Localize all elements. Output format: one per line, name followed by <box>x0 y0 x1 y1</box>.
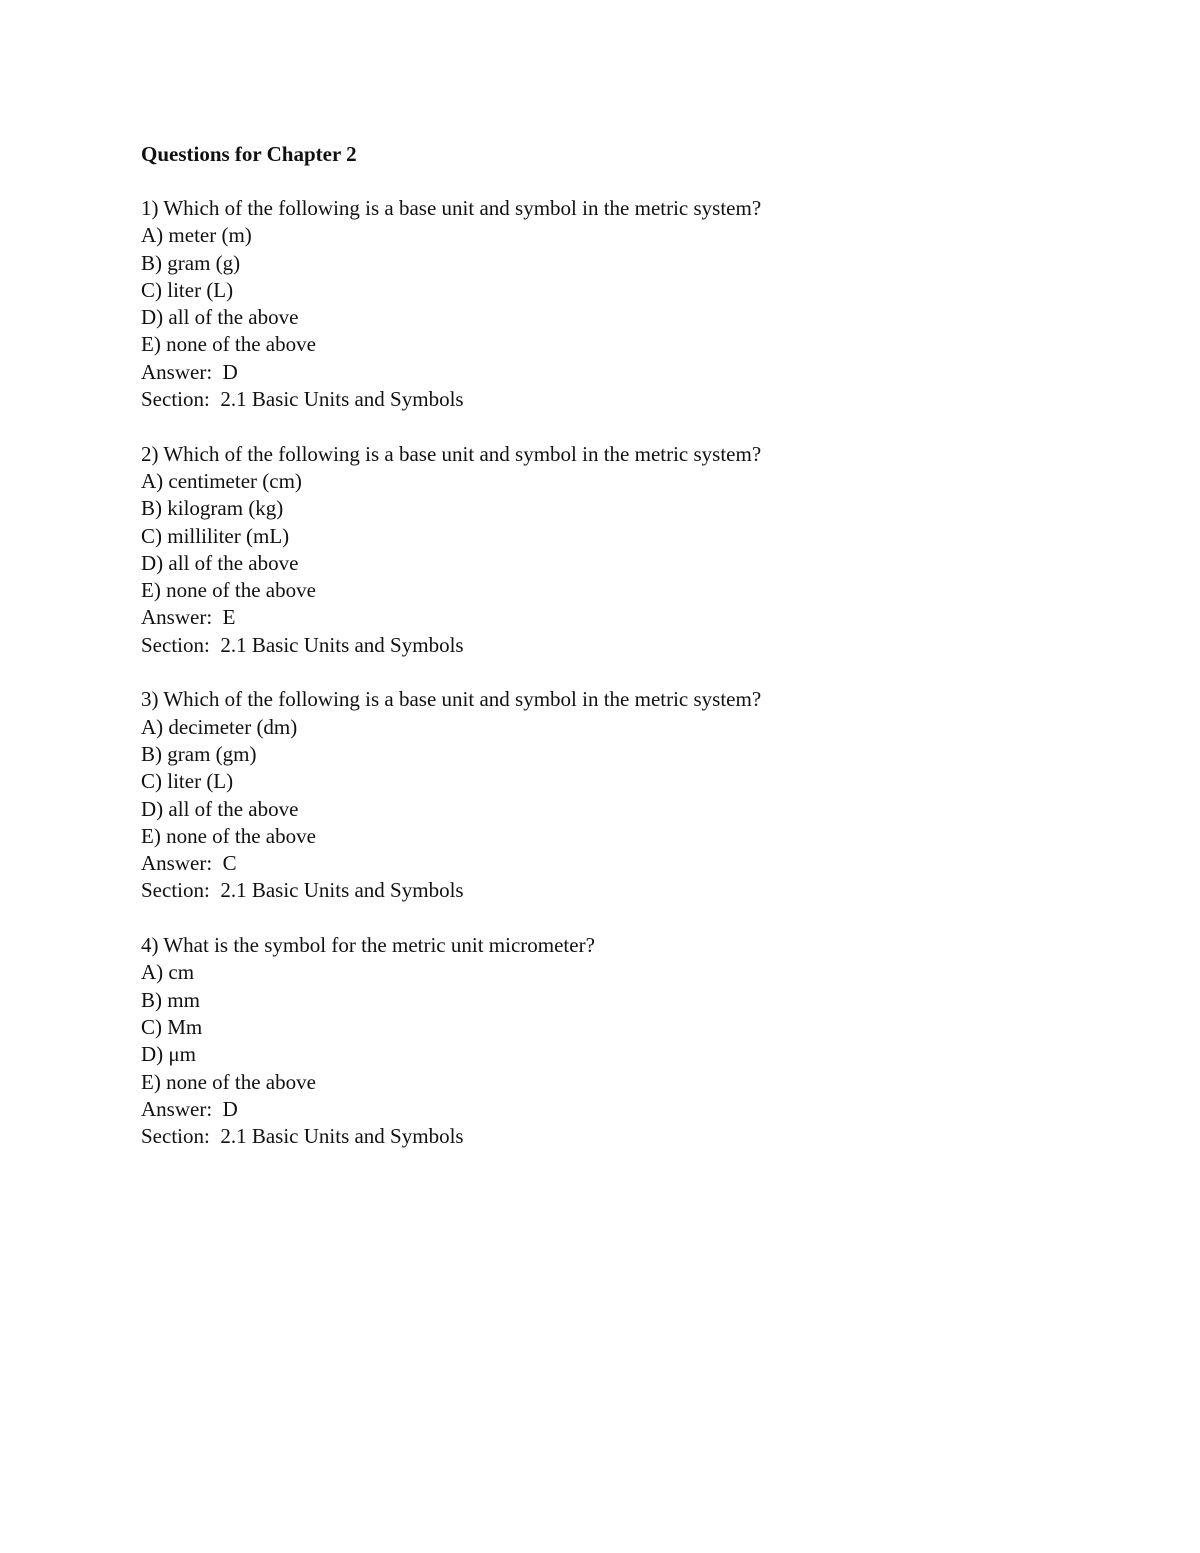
option-d: D) μm <box>141 1042 197 1067</box>
option-e: E) none of the above <box>141 578 316 603</box>
section-line: Section: 2.1 Basic Units and Symbols <box>141 1124 464 1149</box>
question-3 <box>141 686 1101 904</box>
option-a: A) decimeter (dm) <box>141 714 298 739</box>
option-a: A) cm <box>141 960 195 985</box>
question-stem: 4) What is the symbol for the metric unit micrometer? <box>141 933 595 958</box>
option-b: B) gram (gm) <box>141 741 257 766</box>
answer-line: Answer: E <box>141 605 236 630</box>
option-b: B) mm <box>141 987 200 1012</box>
option-c: C) liter (L) <box>141 769 234 794</box>
option-b: B) kilogram (kg) <box>141 496 284 521</box>
page-title: Questions for Chapter 2 <box>141 142 357 166</box>
option-e: E) none of the above <box>141 332 316 357</box>
option-c: C) milliliter (mL) <box>141 523 290 548</box>
section-line: Section: 2.1 Basic Units and Symbols <box>141 632 464 657</box>
option-d: D) all of the above <box>141 305 299 330</box>
question-stem: 2) Which of the following is a base unit and symbol in the metric system? <box>141 441 762 466</box>
option-c: C) liter (L) <box>141 277 234 302</box>
question-4 <box>141 932 1101 1150</box>
question-stem: 1) Which of the following is a base unit and symbol in the metric system? <box>141 196 762 220</box>
question-2 <box>141 441 1101 659</box>
section-line: Section: 2.1 Basic Units and Symbols <box>141 878 464 903</box>
answer-line: Answer: D <box>141 1096 238 1121</box>
option-d: D) all of the above <box>141 550 299 575</box>
option-a: A) meter (m) <box>141 223 252 248</box>
question-1 <box>141 195 1101 413</box>
document-page <box>141 141 1101 1178</box>
option-a: A) centimeter (cm) <box>141 468 302 493</box>
option-e: E) none of the above <box>141 1069 316 1094</box>
option-e: E) none of the above <box>141 823 316 848</box>
answer-line: Answer: C <box>141 851 237 876</box>
option-d: D) all of the above <box>141 796 299 821</box>
option-c: C) Mm <box>141 1014 203 1039</box>
answer-line: Answer: D <box>141 359 238 384</box>
question-stem: 3) Which of the following is a base unit and symbol in the metric system? <box>141 687 762 712</box>
section-line: Section: 2.1 Basic Units and Symbols <box>141 387 464 412</box>
option-b: B) gram (g) <box>141 250 241 275</box>
